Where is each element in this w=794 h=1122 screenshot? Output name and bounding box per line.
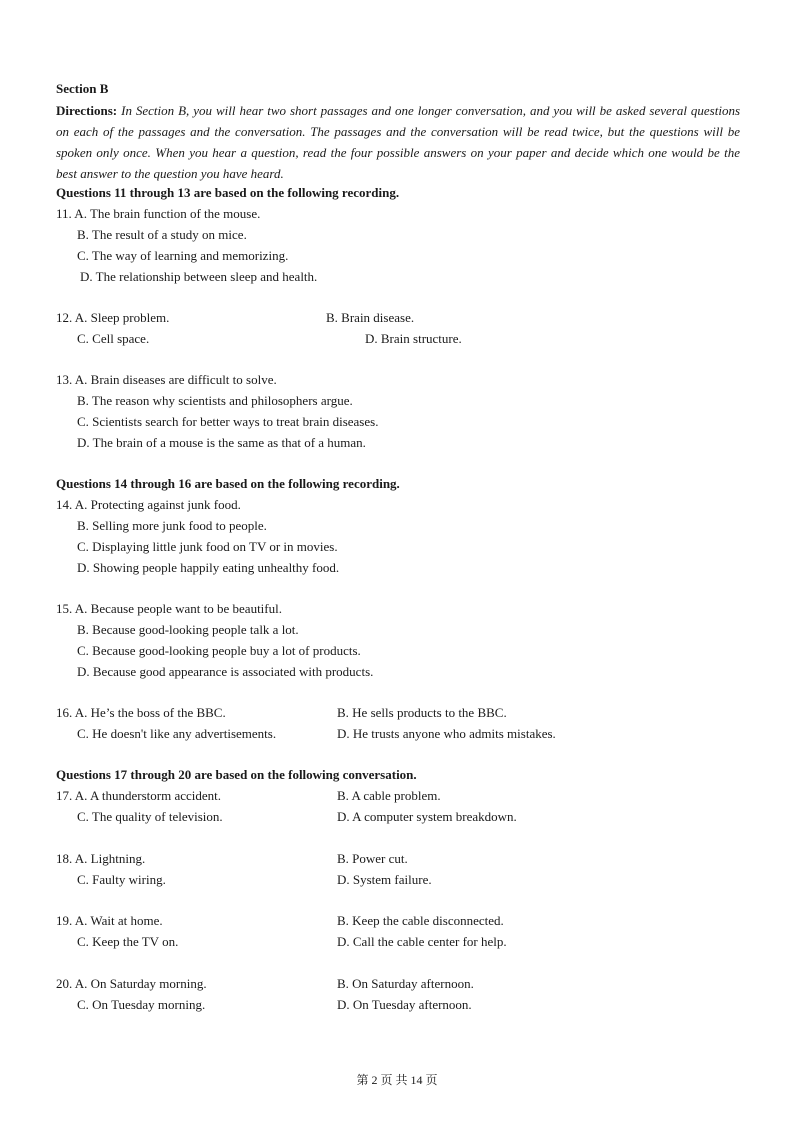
q12-option-a: 12. A. Sleep problem.: [56, 310, 170, 325]
q16-option-a: 16. A. He’s the boss of the BBC.: [56, 705, 226, 720]
q15-option-b: B. Because good-looking people talk a lot.: [77, 622, 299, 637]
q20-option-a: 20. A. On Saturday morning.: [56, 976, 207, 991]
q12-option-c: C. Cell space.: [77, 331, 150, 346]
directions: [56, 100, 740, 184]
q16-option-d: D. He trusts anyone who admits mistakes.: [337, 726, 556, 741]
q12-option-d: D. Brain structure.: [365, 331, 462, 346]
q14-option-b: B. Selling more junk food to people.: [77, 518, 267, 533]
q19-option-a: 19. A. Wait at home.: [56, 913, 163, 928]
q19-option-d: D. Call the cable center for help.: [337, 934, 507, 949]
q14-option-c: C. Displaying little junk food on TV or in movies.: [77, 539, 338, 554]
q13-option-a: 13. A. Brain diseases are difficult to solve.: [56, 372, 277, 387]
q15-option-d: D. Because good appearance is associated with products.: [77, 664, 374, 679]
q13-option-d: D. The brain of a mouse is the same as that of a human.: [77, 435, 366, 450]
q15-option-c: C. Because good-looking people buy a lot of products.: [77, 643, 361, 658]
q16-option-c: C. He doesn't like any advertisements.: [77, 726, 277, 741]
group-heading-17-20: Questions 17 through 20 are based on the following conversation.: [56, 767, 417, 782]
q13-option-b: B. The reason why scientists and philosophers argue.: [77, 393, 353, 408]
q18-option-c: C. Faulty wiring.: [77, 872, 166, 887]
q17-option-b: B. A cable problem.: [337, 788, 441, 803]
q17-option-d: D. A computer system breakdown.: [337, 809, 517, 824]
q16-option-b: B. He sells products to the BBC.: [337, 705, 507, 720]
q13-option-c: C. Scientists search for better ways to treat brain diseases.: [77, 414, 379, 429]
q11-option-d: D. The relationship between sleep and health.: [80, 269, 318, 284]
directions-label: Directions:: [56, 103, 118, 118]
q20-option-c: C. On Tuesday morning.: [77, 997, 206, 1012]
q19-option-c: C. Keep the TV on.: [77, 934, 179, 949]
q11-option-b: B. The result of a study on mice.: [77, 227, 247, 242]
q19-option-b: B. Keep the cable disconnected.: [337, 913, 504, 928]
q17-option-c: C. The quality of television.: [77, 809, 223, 824]
q14-option-d: D. Showing people happily eating unhealthy food.: [77, 560, 340, 575]
q20-option-d: D. On Tuesday afternoon.: [337, 997, 472, 1012]
q12-option-b: B. Brain disease.: [326, 310, 415, 325]
q18-option-a: 18. A. Lightning.: [56, 851, 146, 866]
group-heading-14-16: Questions 14 through 16 are based on the following recording.: [56, 476, 400, 491]
q11-option-c: C. The way of learning and memorizing.: [77, 248, 289, 263]
page-number: 第 2 页 共 14 页: [356, 1073, 438, 1087]
q15-option-a: 15. A. Because people want to be beautiful.: [56, 601, 282, 616]
q20-option-b: B. On Saturday afternoon.: [337, 976, 474, 991]
q11-option-a: 11. A. The brain function of the mouse.: [56, 206, 261, 221]
q18-option-d: D. System failure.: [337, 872, 432, 887]
directions-text: In Section B, you will hear two short passages and one longer conversation, and you will be asked several questions on each of the passages and the conversation. The passages and the conversation will be read twice, but the questions will be spoken only once. When you hear a question, read the four possible answers on your paper and decide which one would be the best answer to the question you have heard.: [56, 103, 741, 181]
q14-option-a: 14. A. Protecting against junk food.: [56, 497, 241, 512]
q17-option-a: 17. A. A thunderstorm accident.: [56, 788, 222, 803]
q18-option-b: B. Power cut.: [337, 851, 408, 866]
section-title: Section B: [56, 81, 109, 96]
group-heading-11-13: Questions 11 through 13 are based on the following recording.: [56, 185, 400, 200]
